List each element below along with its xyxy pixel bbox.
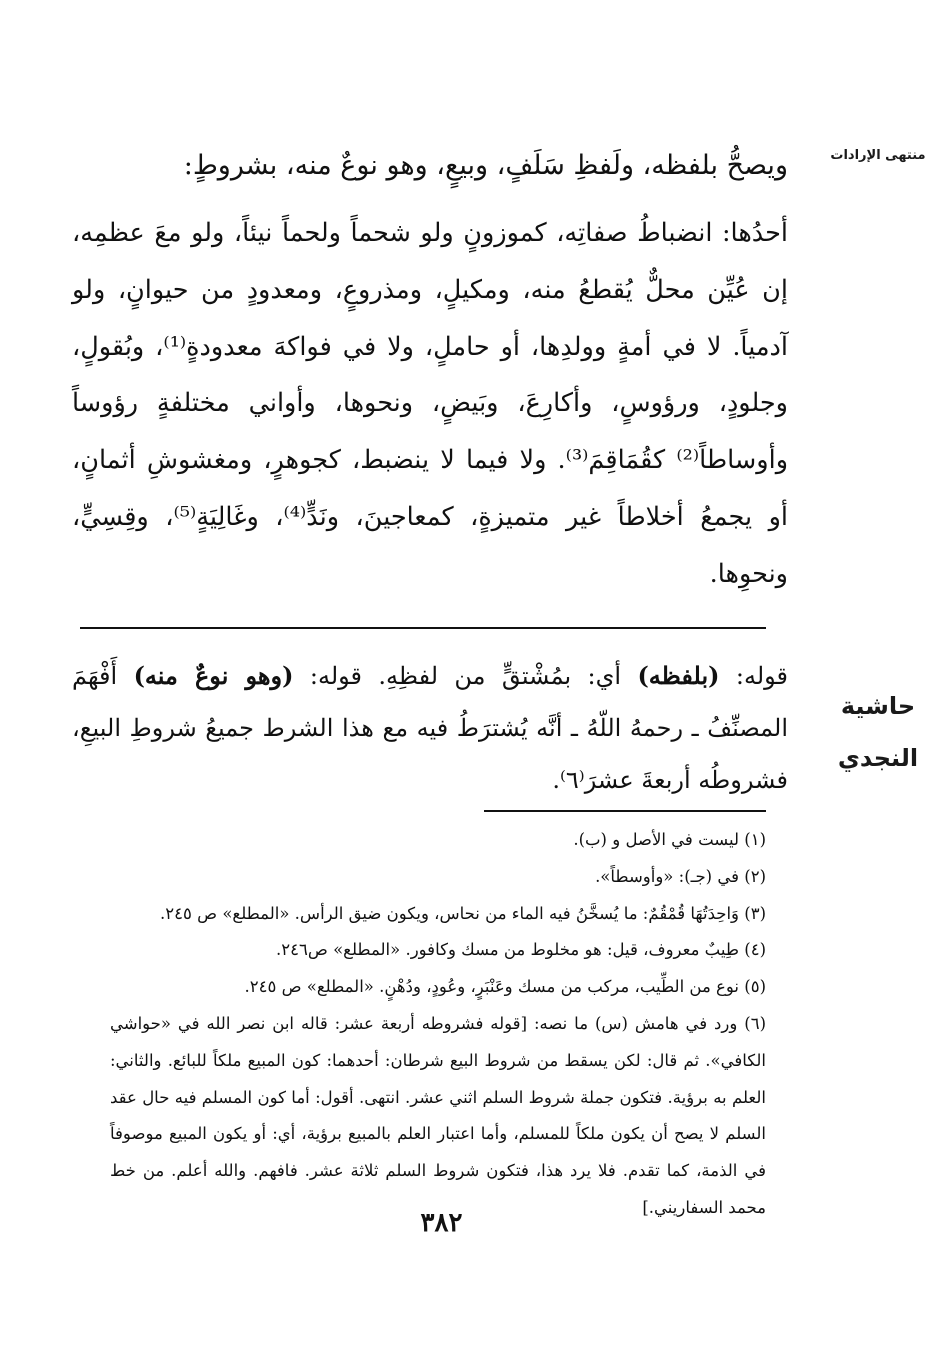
main-text-opening: ويصحُّ بلفظه، ولَفظِ سَلَفٍ، وبيعٍ، وهو نوعٌ منه، بشروطٍ: (183, 150, 788, 181)
footnote-1: (١) ليست في الأصل و (ب). (573, 830, 766, 849)
hashia-lemma-2: (وهو نوعٌ منه) (133, 661, 294, 690)
footnotes (110, 822, 766, 1227)
footnote-5: (٥) نوع من الطِّيب، مركب من مسك وعَنْبَرٍ، وعُودٍ، ودُهْنٍ. «المطلع» ص ٢٤٥. (244, 977, 766, 997)
footnote-3: (٣) وَاحِدَتُهَا قُمْقُمٌ: ما يُسخَّنُ فيه الماء من نحاس، ويكون ضيق الرأس. «المطلع» ص ٢٤٥. (160, 903, 766, 923)
main-text-divider (80, 627, 766, 629)
main-text-source-label: منتهى الإرادات (830, 148, 926, 163)
hashia-source-label: حاشية النجدي (837, 692, 919, 772)
hashia-gloss-1: أي: بمُشْتقٍّ من لفظِهِ. قوله: (293, 662, 638, 690)
footnote-6: (٦) ورد في هامش (س) ما نصه: [قوله فشروطه أربعة عشر: قاله ابن نصر الله في «حواشي الكافي». ثم قال: لكن يسقط من شروط البيع شرطان: أحدهما: كون المبيع ملكاً للبائع. والثاني: العلم به برؤية. فتكون جملة شروط السلم اثني عشر. انتهى. أقول: أما كون المسلم فيه حال عقد السلم لا يصح أن يكون ملكاً للمسلم، وأما اعتبار العلم بالمبيع برؤية، أي: أو يكون المبيع موصوفاً في الذمة، كما تقدم. فلا يرد هذا، فتكون شروط السلم ثلاثة عشر. فافهم. والله أعلم. من خط محمد السفاريني.] (110, 1013, 766, 1217)
hashia-commentary (72, 650, 788, 806)
footnote-divider (484, 810, 766, 812)
footnote-4: (٤) طِيبٌ معروف، قيل: هو مخلوط من مسك وكافور. «المطلع» ص٢٤٦. (276, 940, 766, 960)
hashia-prefix: قوله: (719, 662, 789, 690)
main-text-body: أحدُها: انضباطُ صفاتِه، كموزونٍ ولو شحماً ولحماً نيئاً، ولو معَ عظمِه، إن عُيِّن محلٌّ يُقطعُ منه، ومكيلٍ، ومذروعٍ، ومعدودٍ من حيوانٍ، ولو آدمياً. لا في أمةٍ وولدِها، أو حاملٍ، ولا في فواكهَ معدودةٍ⁽¹⁾، وبُقولٍ، وجلودٍ، ورؤوسٍ، وأكارِعَ، وبَيضٍ، ونحوها، وأواني مختلفةٍ رؤوساً وأوساطاً⁽²⁾ كقُمَاقِمَ⁽³⁾. ولا فيما لا ينضبط، كجوهرٍ، ومغشوشِ أثمانٍ، أو يجمعُ أخلاطاً غير متميزةٍ، كمعاجينَ، ونَدٍّ⁽⁴⁾، وغَالِيَةٍ⁽⁵⁾، وقِسِيٍّ، ونحوِها. (72, 218, 789, 589)
hashia-gloss-2: أَفْهَمَ المصنِّفُ ـ رحمهُ اللّهُ ـ أنَّه يُشترَطُ فيه مع هذا الشرط جميعُ شروطِ البيعِ، فشروطُه أربعةَ عشرَ⁽٦⁾. (72, 662, 788, 794)
page-number: ٣٨٢ (420, 1208, 463, 1238)
hashia-lemma-1: (بلفظه) (637, 661, 720, 690)
footnote-2: (٢) في (جـ): «وأوسطاً». (595, 866, 766, 886)
